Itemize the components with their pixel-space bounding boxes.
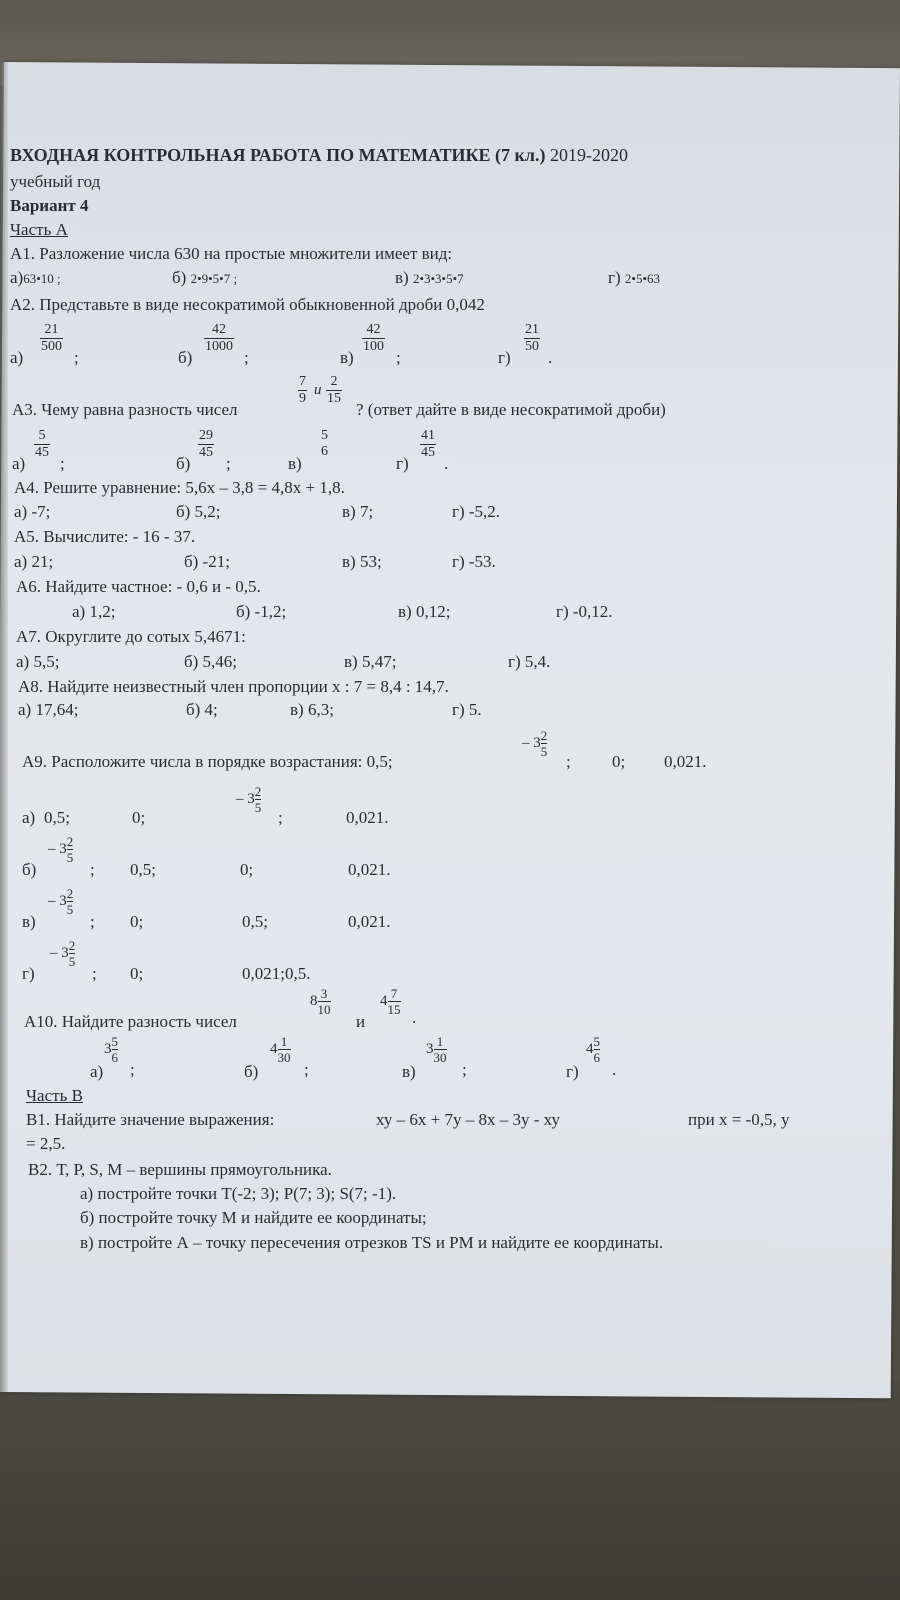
a2-option-d-label: г) [498, 348, 511, 367]
question-b2: В2. Т, Р, S, М – вершины прямоугольника. [28, 1160, 332, 1179]
a3-conjunction: и [314, 382, 322, 398]
a10-option-a-mixed: 3 $\frac{5}{6}$ [104, 1034, 118, 1065]
a9-option-b-mixed: – 3 $\frac{2}{5}$ [48, 834, 74, 865]
a3-option-b-label: б) [176, 454, 191, 473]
a5-option-d: г) -53. [452, 552, 496, 571]
a3-option-d-tail: . [444, 454, 449, 473]
a2-option-b-tail: ; [244, 348, 249, 367]
question-a8: А8. Найдите неизвестный член пропорции х : 7 = 8,4 : 14,7. [18, 677, 449, 696]
a10-option-d-label: г) [566, 1062, 579, 1081]
a9-option-b-item3: 0; [240, 860, 254, 879]
part-b-heading: Часть В [26, 1086, 83, 1105]
a9-option-a-item1: 0,5; [44, 808, 70, 827]
question-a5: А5. Вычислите: - 16 - 37. [14, 527, 196, 546]
a10-number-1: 8 $\frac{3}{10}$ [310, 986, 331, 1017]
a9-option-d-semicolon: ; [92, 964, 97, 983]
a9-option-d-label: г) [22, 964, 35, 983]
a9-option-b-semicolon: ; [90, 860, 95, 879]
a9-option-d-item3: 0,021;0,5. [242, 964, 311, 983]
a3-option-a-label: а) [12, 454, 26, 473]
a9-question-semicolon: ; [566, 752, 571, 771]
a8-option-a: а) 17,64; [18, 700, 79, 719]
a9-option-c-item2: 0; [130, 912, 144, 931]
b2-task-b: б) постройте точку М и найдите ее координаты; [80, 1208, 427, 1227]
a9-question-zero: 0; [612, 752, 626, 771]
a1-option-c: в) 2•3•3•5•7 [395, 268, 464, 287]
a9-option-b-item2: 0,5; [130, 860, 156, 879]
a10-option-a-tail: ; [130, 1060, 135, 1079]
a2-option-d-tail: . [548, 348, 553, 367]
a10-number-2: 4 $\frac{7}{15}$ [380, 986, 401, 1017]
a5-option-b: б) -21; [184, 552, 230, 571]
a1-option-a: а)63•10 ; [10, 268, 61, 287]
a4-option-d: г) -5,2. [452, 502, 501, 521]
a9-option-a-item4: 0,021. [346, 808, 389, 827]
a9-option-a-mixed: – 3 $\frac{2}{5}$ [236, 784, 262, 815]
a10-option-b-tail: ; [304, 1060, 309, 1079]
a1-option-d: г) 2•5•63 [608, 268, 660, 287]
a10-option-c-mixed: 3 $\frac{1}{30}$ [426, 1034, 447, 1065]
a10-option-c-label: в) [402, 1062, 416, 1081]
a2-option-d-fraction: $\frac{21}{50}$ [525, 322, 539, 354]
question-a4: А4. Решите уравнение: 5,6х – 3,8 = 4,8х + 1,8. [14, 478, 345, 497]
a2-option-a-label: а) [10, 348, 24, 367]
a10-option-b-mixed: 4 $\frac{1}{30}$ [270, 1034, 291, 1065]
a9-question-last: 0,021. [664, 752, 707, 771]
a3-option-d-label: г) [396, 454, 409, 473]
a8-option-b: б) 4; [186, 700, 218, 719]
a4-option-c: в) 7; [342, 502, 374, 521]
a10-option-d-mixed: 4 $\frac{5}{6}$ [586, 1034, 600, 1065]
a4-option-b: б) 5,2; [176, 502, 221, 521]
a6-option-d: г) -0,12. [556, 602, 613, 621]
a9-option-b-label: б) [22, 860, 37, 879]
a9-option-d-mixed: – 3 $\frac{2}{5}$ [50, 938, 76, 969]
question-a2: А2. Представьте в виде несократимой обыкновенной дроби 0,042 [10, 295, 485, 314]
a3-fraction-2: $\frac{2}{15}$ [327, 374, 341, 406]
a5-option-c: в) 53; [342, 552, 382, 571]
a9-option-a-semicolon: ; [278, 808, 283, 827]
a10-option-c-tail: ; [462, 1060, 467, 1079]
a2-option-b-fraction: $\frac{42}{1000}$ [205, 322, 233, 354]
question-a6: А6. Найдите частное: - 0,6 и - 0,5. [16, 577, 261, 596]
a3-option-d-fraction: $\frac{41}{45}$ [421, 428, 435, 460]
a9-option-c-item4: 0,021. [348, 912, 391, 931]
a8-option-c: в) 6,3; [290, 700, 334, 719]
a3-option-a-fraction: $\frac{5}{45}$ [35, 428, 49, 460]
b1-condition: при х = -0,5, у [688, 1110, 790, 1129]
b1-expression: ху – 6х + 7у – 8х – 3у - ху [376, 1110, 560, 1129]
question-a3-start: А3. Чему равна разность чисел [12, 400, 238, 419]
a9-option-d-item2: 0; [130, 964, 144, 983]
question-a3-end: ? (ответ дайте в виде несократимой дроби) [356, 400, 666, 419]
a4-option-a: а) -7; [14, 502, 51, 521]
question-b1: В1. Найдите значение выражения: [26, 1110, 275, 1129]
a10-option-b-label: б) [244, 1062, 259, 1081]
a5-option-a: а) 21; [14, 552, 54, 571]
a6-option-c: в) 0,12; [398, 602, 451, 621]
a2-option-a-tail: ; [74, 348, 79, 367]
a9-option-c-semicolon: ; [90, 912, 95, 931]
a9-option-a-item2: 0; [132, 808, 146, 827]
a7-option-d: г) 5,4. [508, 652, 551, 671]
a6-option-a: а) 1,2; [72, 602, 116, 621]
a10-tail: . [412, 1008, 417, 1027]
a10-option-a-label: а) [90, 1062, 104, 1081]
question-a10: А10. Найдите разность чисел [24, 1012, 237, 1031]
title-year-line2: учебный год [10, 172, 101, 191]
a10-option-d-tail: . [612, 1060, 617, 1079]
a9-option-c-mixed: – 3 $\frac{2}{5}$ [48, 886, 74, 917]
a9-question-mixed-number: – 3 $\frac{2}{5}$ [522, 728, 548, 759]
question-a7: А7. Округлите до сотых 5,4671: [16, 627, 246, 646]
a3-fraction-1: $\frac{7}{9}$ [299, 374, 306, 406]
part-a-heading: Часть А [10, 220, 68, 239]
a7-option-b: б) 5,46; [184, 652, 238, 671]
a3-option-b-tail: ; [226, 454, 231, 473]
a7-option-c: в) 5,47; [344, 652, 397, 671]
title-text: ВХОДНАЯ КОНТРОЛЬНАЯ РАБОТА ПО МАТЕМАТИКЕ (7 кл.) [10, 145, 546, 165]
a9-option-a-label: а) [22, 808, 36, 827]
a9-option-b-item4: 0,021. [348, 860, 391, 879]
a1-option-b: б) 2•9•5•7 ; [172, 268, 238, 287]
question-a9: А9. Расположите числа в порядке возрастания: 0,5; [22, 752, 393, 771]
a10-conjunction: и [356, 1012, 366, 1031]
a6-option-b: б) -1,2; [236, 602, 287, 621]
a2-option-c-tail: ; [396, 348, 401, 367]
question-a1: А1. Разложение числа 630 на простые множители имеет вид: [10, 244, 453, 263]
a9-option-c-item3: 0,5; [242, 912, 268, 931]
a3-option-b-fraction: $\frac{29}{45}$ [199, 428, 213, 460]
a3-option-c-label: в) [288, 454, 302, 473]
variant-label: Вариант 4 [10, 196, 89, 215]
a2-option-b-label: б) [178, 348, 193, 367]
b1-condition-line2: = 2,5. [26, 1134, 66, 1153]
a2-option-a-fraction: $\frac{21}{500}$ [41, 322, 62, 354]
a8-option-d: г) 5. [452, 700, 482, 719]
title-year: 2019-2020 [549, 145, 628, 165]
a2-option-c-label: в) [340, 348, 354, 367]
a3-option-c-fraction: 5 6 [321, 428, 328, 459]
page-title [10, 145, 628, 165]
b2-task-c: в) постройте А – точку пересечения отрезков ТS и РМ и найдите ее координаты. [80, 1233, 664, 1252]
a9-option-c-label: в) [22, 912, 36, 931]
a2-option-c-fraction: $\frac{42}{100}$ [363, 322, 384, 354]
a7-option-a: а) 5,5; [16, 652, 60, 671]
b2-task-a: а) постройте точки Т(-2; 3); Р(7; 3); S(7; -1). [80, 1184, 397, 1203]
a3-option-a-tail: ; [60, 454, 65, 473]
